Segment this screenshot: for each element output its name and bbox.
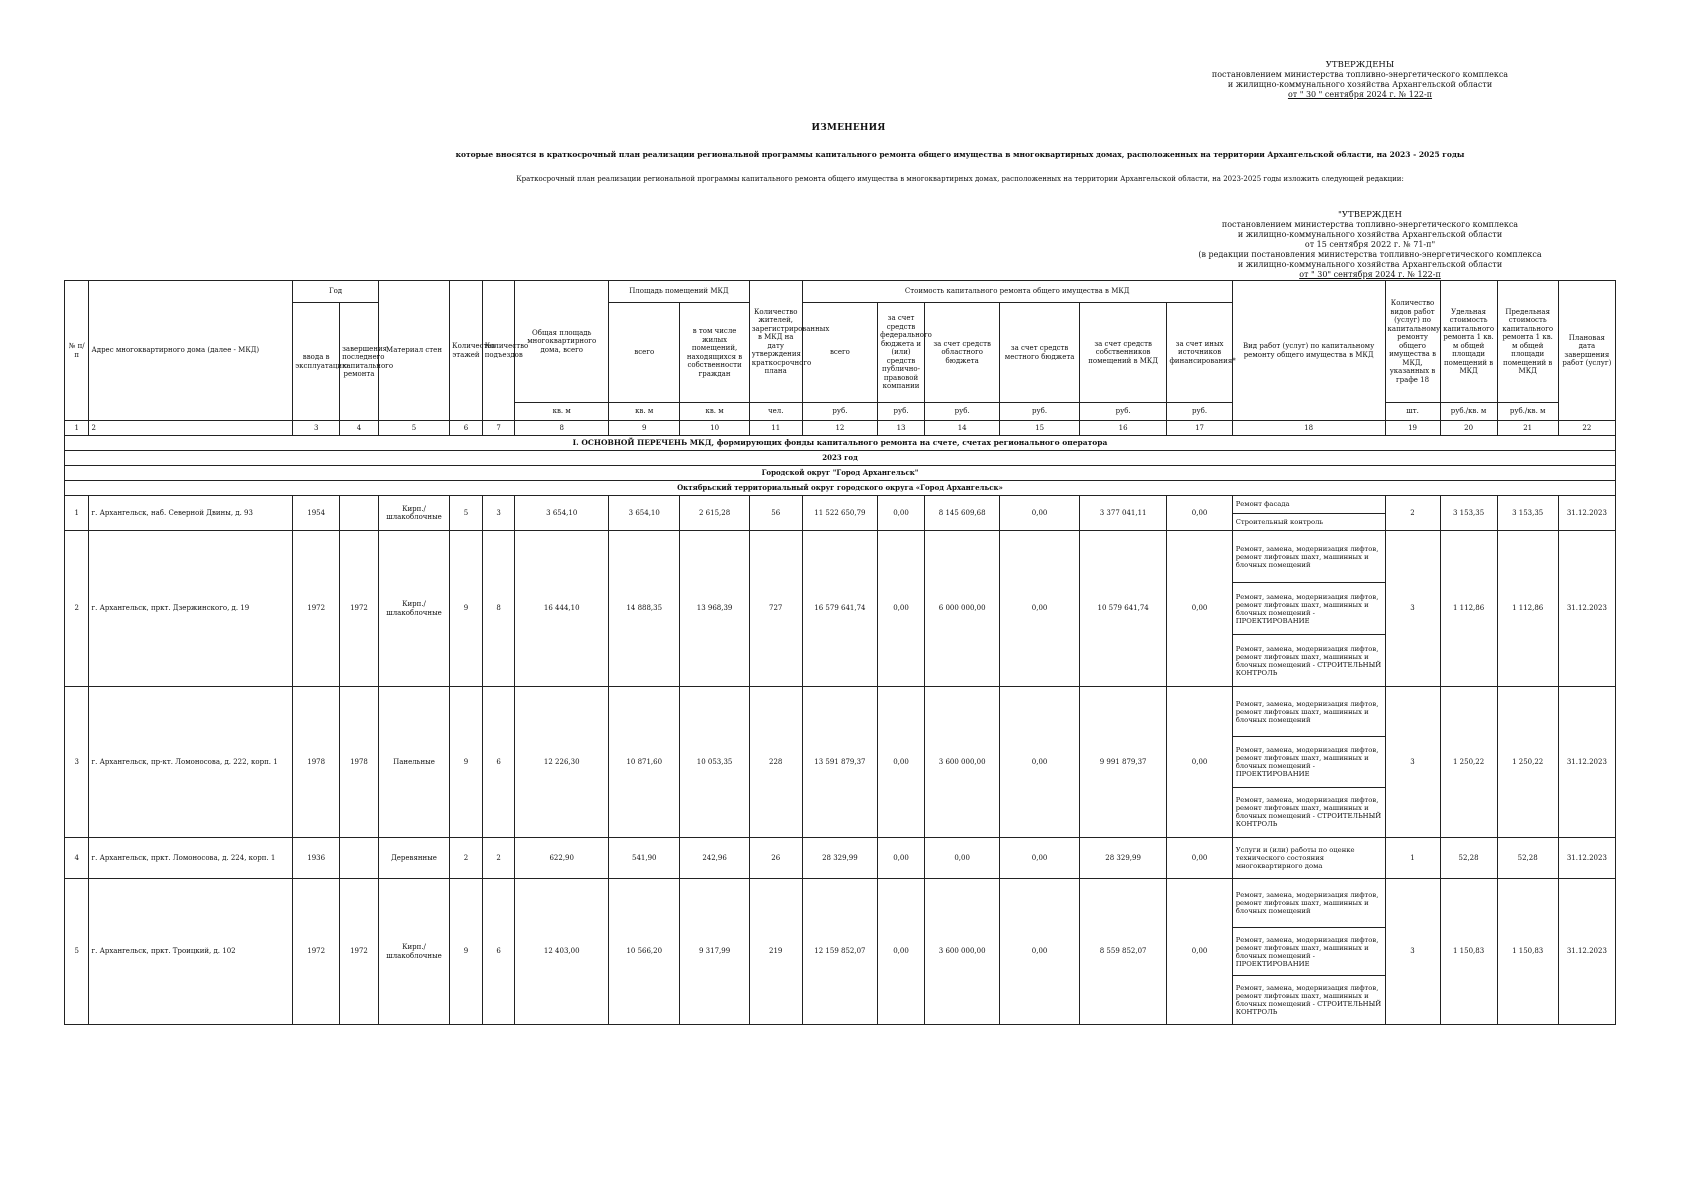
cell-cost-loc: 0,00	[1000, 879, 1079, 1025]
cell-walls: Кирп./ шлакоблочные	[378, 531, 449, 687]
cell-total-area: 3 654,10	[515, 496, 609, 531]
column-number: 1	[65, 421, 89, 436]
th-floors: Количество этажей	[450, 281, 483, 421]
column-number: 14	[924, 421, 999, 436]
okrug-title: Городской округ "Город Архангельск"	[65, 466, 1616, 481]
cell-residents: 26	[749, 838, 802, 879]
cell-work-types	[1232, 879, 1385, 1025]
cell-cost-loc: 0,00	[1000, 838, 1079, 879]
cell-work-count: 3	[1385, 879, 1440, 1025]
unit-total-area: кв. м	[515, 403, 609, 421]
cell-prem-res: 13 968,39	[680, 531, 749, 687]
column-number: 20	[1440, 421, 1497, 436]
work-type-item: Ремонт, замена, модернизация лифтов, ремонт лифтовых шахт, машинных и блочных помещений - СТРОИТЕЛЬНЫЙ КОНТРОЛЬ	[1235, 796, 1382, 829]
cell-built: 1972	[293, 879, 340, 1025]
cell-max-cost: 1 112,86	[1497, 531, 1558, 687]
work-type-item: Ремонт, замена, модернизация лифтов, ремонт лифтовых шахт, машинных и блочных помещений	[1233, 531, 1385, 583]
th-residents: Количество жителей, зарегистрированных в МКД на дату утверждения краткосрочного плана	[749, 281, 802, 403]
cell-cost-oth: 0,00	[1167, 838, 1232, 879]
year-row	[65, 451, 1616, 466]
cell-date: 31.12.2023	[1558, 687, 1615, 838]
column-number: 8	[515, 421, 609, 436]
unit-unit-cost: руб./кв. м	[1440, 403, 1497, 421]
cell-cost-oth: 0,00	[1167, 496, 1232, 531]
th-premises-residential: в том числе жилых помещений, находящихся в собственности граждан	[680, 303, 749, 403]
th-premises-area: Площадь помещений МКД	[609, 281, 750, 303]
cell-cost-reg: 0,00	[924, 838, 999, 879]
th-year-repair: завершения последнего капитального ремонта	[340, 303, 379, 421]
work-type-item: Ремонт фасада	[1233, 496, 1385, 514]
header-row-1	[65, 281, 1616, 303]
cell-entrances: 6	[482, 687, 515, 838]
cell-unit-cost: 1 250,22	[1440, 687, 1497, 838]
cell-work-types	[1232, 531, 1385, 687]
cell-built: 1954	[293, 496, 340, 531]
work-type-item: Услуги и (или) работы по оценке технического состояния многоквартирного дома	[1235, 846, 1355, 870]
unit-work-count: шт.	[1385, 403, 1440, 421]
table-row	[65, 687, 1616, 838]
approval-block-second	[1180, 210, 1560, 280]
cell-cost-loc: 0,00	[1000, 496, 1079, 531]
work-type-item: Ремонт, замена, модернизация лифтов, ремонт лифтовых шахт, машинных и блочных помещений - СТРОИТЕЛЬНЫЙ КОНТРОЛЬ	[1235, 984, 1382, 1017]
section-title: I. ОСНОВНОЙ ПЕРЕЧЕНЬ МКД, формирующих фонды капитального ремонта на счете, счетах регионального оператора	[65, 436, 1616, 451]
cell-address: г. Архангельск, пркт. Ломоносова, д. 224, корп. 1	[89, 838, 293, 879]
column-number: 10	[680, 421, 749, 436]
cell-residents: 56	[749, 496, 802, 531]
cell-total-area: 622,90	[515, 838, 609, 879]
document-title: ИЗМЕНЕНИЯ	[811, 123, 886, 133]
cell-work-count: 3	[1385, 531, 1440, 687]
cell-repaired: 1978	[340, 687, 379, 838]
cell-cost-total: 11 522 650,79	[802, 496, 877, 531]
cell-residents: 219	[749, 879, 802, 1025]
th-work-count: Количество видов работ (услуг) по капитальному ремонту общего имущества в МКД, указанных в графе 18	[1385, 281, 1440, 403]
approval-top-line2: постановлением министерства топливно-энергетического комплекса	[1211, 70, 1509, 79]
work-type-item: Ремонт, замена, модернизация лифтов, ремонт лифтовых шахт, машинных и блочных помещений - ПРОЕКТИРОВАНИЕ	[1233, 583, 1385, 635]
cell-work-types	[1232, 838, 1385, 879]
cell-floors: 9	[450, 687, 483, 838]
unit-premises-total: кв. м	[609, 403, 680, 421]
cell-floors: 5	[450, 496, 483, 531]
cell-address: г. Архангельск, пркт. Дзержинского, д. 19	[89, 531, 293, 687]
cell-prem-res: 10 053,35	[680, 687, 749, 838]
approval-second-line2: постановлением министерства топливно-энергетического комплекса	[1221, 220, 1519, 229]
cell-work-count: 2	[1385, 496, 1440, 531]
approval-block-top	[1180, 60, 1540, 100]
column-number: 13	[878, 421, 925, 436]
cell-max-cost: 1 250,22	[1497, 687, 1558, 838]
cell-work-count: 3	[1385, 687, 1440, 838]
table-body	[65, 496, 1616, 1025]
cell-n: 4	[65, 838, 89, 879]
table-row	[65, 838, 1616, 879]
approval-second-line7: от " 30" сентября 2024 г. № 122-п	[1299, 270, 1441, 279]
cell-cost-own: 28 329,99	[1079, 838, 1167, 879]
column-number: 18	[1232, 421, 1385, 436]
th-year: Год	[293, 281, 379, 303]
unit-cost-federal: руб.	[878, 403, 925, 421]
document-subtitle: которые вносятся в краткосрочный план реализации региональной программы капитального ремонта общего имущества в многоквартирных домах, расположенных на территории Архангельской области, на 2023 - 2025 годы	[455, 150, 1465, 159]
cell-cost-total: 28 329,99	[802, 838, 877, 879]
cell-cost-reg: 6 000 000,00	[924, 531, 999, 687]
cell-n: 5	[65, 879, 89, 1025]
th-walls: Материал стен	[378, 281, 449, 421]
th-work-type: Вид работ (услуг) по капитальному ремонту общего имущества в МКД	[1232, 281, 1385, 421]
approval-top-line4: от " 30 " сентября 2024 г. № 122-п	[1287, 90, 1433, 99]
cell-repaired: 1972	[340, 879, 379, 1025]
table-row	[65, 879, 1616, 1025]
cell-cost-fed: 0,00	[878, 838, 925, 879]
th-premises-total: всего	[609, 303, 680, 403]
cell-max-cost: 3 153,35	[1497, 496, 1558, 531]
cell-prem-total: 14 888,35	[609, 531, 680, 687]
th-year-built: ввода в эксплуатацию	[293, 303, 340, 421]
column-number: 3	[293, 421, 340, 436]
cell-address: г. Архангельск, пр-кт. Ломоносова, д. 222, корп. 1	[89, 687, 293, 838]
cell-total-area: 16 444,10	[515, 531, 609, 687]
work-type-item: Ремонт, замена, модернизация лифтов, ремонт лифтовых шахт, машинных и блочных помещений	[1233, 687, 1385, 737]
cell-work-types	[1232, 496, 1385, 531]
work-type-item: Ремонт, замена, модернизация лифтов, ремонт лифтовых шахт, машинных и блочных помещений - СТРОИТЕЛЬНЫЙ КОНТРОЛЬ	[1235, 644, 1382, 677]
th-cost-local: за счет средств местного бюджета	[1000, 303, 1079, 403]
cell-prem-res: 2 615,28	[680, 496, 749, 531]
work-type-item: Ремонт, замена, модернизация лифтов, ремонт лифтовых шахт, машинных и блочных помещений - ПРОЕКТИРОВАНИЕ	[1233, 737, 1385, 787]
th-entrances: Количество подъездов	[482, 281, 515, 421]
cell-work-types	[1232, 687, 1385, 838]
cell-cost-oth: 0,00	[1167, 531, 1232, 687]
cell-total-area: 12 226,30	[515, 687, 609, 838]
th-total-area: Общая площадь многоквартирного дома, всего	[515, 281, 609, 403]
unit-cost-other: руб.	[1167, 403, 1232, 421]
column-numbers-row	[65, 421, 1616, 436]
table-row	[65, 531, 1616, 687]
cell-cost-oth: 0,00	[1167, 687, 1232, 838]
cell-max-cost: 52,28	[1497, 838, 1558, 879]
th-cost-federal: за счет средств федерального бюджета и (или) средств публично-правовой компании	[878, 303, 925, 403]
column-number: 2	[89, 421, 293, 436]
cell-cost-oth: 0,00	[1167, 879, 1232, 1025]
cell-prem-total: 10 566,20	[609, 879, 680, 1025]
column-number: 16	[1079, 421, 1167, 436]
cell-cost-loc: 0,00	[1000, 687, 1079, 838]
cell-entrances: 2	[482, 838, 515, 879]
cell-cost-total: 16 579 641,74	[802, 531, 877, 687]
column-number: 9	[609, 421, 680, 436]
th-planned-date: Плановая дата завершения работ (услуг)	[1558, 281, 1615, 421]
cell-repaired	[340, 496, 379, 531]
cell-built: 1972	[293, 531, 340, 687]
cell-cost-own: 9 991 879,37	[1079, 687, 1167, 838]
document-intro: Краткосрочный план реализации региональной программы капитального ремонта общего имущества в многоквартирных домах, расположенных на территории Архангельской области, на 2023-2025 годы изложить следующей редакции:	[516, 175, 1404, 183]
th-cost-regional: за счет средств областного бюджета	[924, 303, 999, 403]
column-number: 12	[802, 421, 877, 436]
cell-built: 1936	[293, 838, 340, 879]
cell-cost-reg: 8 145 609,68	[924, 496, 999, 531]
th-num: № п/п	[65, 281, 89, 421]
column-number: 11	[749, 421, 802, 436]
approval-second-line5: (в редакции постановления министерства топливно-энергетического комплекса	[1198, 250, 1542, 259]
cell-date: 31.12.2023	[1558, 838, 1615, 879]
cell-unit-cost: 1 112,86	[1440, 531, 1497, 687]
th-address: Адрес многоквартирного дома (далее - МКД)	[89, 281, 293, 421]
cell-walls: Кирп./ шлакоблочные	[378, 496, 449, 531]
cell-cost-own: 10 579 641,74	[1079, 531, 1167, 687]
cell-entrances: 6	[482, 879, 515, 1025]
unit-residents: чел.	[749, 403, 802, 421]
th-cost: Стоимость капитального ремонта общего имущества в МКД	[802, 281, 1232, 303]
cell-prem-total: 541,90	[609, 838, 680, 879]
cell-prem-total: 3 654,10	[609, 496, 680, 531]
column-number: 19	[1385, 421, 1440, 436]
cell-cost-total: 13 591 879,37	[802, 687, 877, 838]
cell-address: г. Архангельск, пркт. Троицкий, д. 102	[89, 879, 293, 1025]
approval-second-line1: "УТВЕРЖДЕН	[1338, 210, 1402, 220]
cell-date: 31.12.2023	[1558, 879, 1615, 1025]
work-type-item: Ремонт, замена, модернизация лифтов, ремонт лифтовых шахт, машинных и блочных помещений	[1233, 879, 1385, 928]
cell-work-count: 1	[1385, 838, 1440, 879]
unit-max-cost: руб./кв. м	[1497, 403, 1558, 421]
column-number: 6	[450, 421, 483, 436]
cell-cost-own: 3 377 041,11	[1079, 496, 1167, 531]
column-number: 22	[1558, 421, 1615, 436]
column-number: 4	[340, 421, 379, 436]
cell-cost-fed: 0,00	[878, 496, 925, 531]
cell-walls: Деревянные	[378, 838, 449, 879]
work-type-item: Ремонт, замена, модернизация лифтов, ремонт лифтовых шахт, машинных и блочных помещений - ПРОЕКТИРОВАНИЕ	[1233, 928, 1385, 977]
th-cost-total: всего	[802, 303, 877, 403]
cell-repaired	[340, 838, 379, 879]
column-number: 5	[378, 421, 449, 436]
unit-cost-owners: руб.	[1079, 403, 1167, 421]
column-number: 7	[482, 421, 515, 436]
cell-built: 1978	[293, 687, 340, 838]
cell-n: 3	[65, 687, 89, 838]
column-number: 21	[1497, 421, 1558, 436]
unit-premises-residential: кв. м	[680, 403, 749, 421]
cell-cost-fed: 0,00	[878, 531, 925, 687]
cell-cost-reg: 3 600 000,00	[924, 879, 999, 1025]
cell-max-cost: 1 150,83	[1497, 879, 1558, 1025]
cell-walls: Панельные	[378, 687, 449, 838]
approval-top-line3: и жилищно-коммунального хозяйства Архангельской области	[1227, 80, 1493, 89]
cell-n: 2	[65, 531, 89, 687]
cell-date: 31.12.2023	[1558, 531, 1615, 687]
cell-prem-total: 10 871,60	[609, 687, 680, 838]
cell-floors: 9	[450, 531, 483, 687]
section-row	[65, 436, 1616, 451]
cell-floors: 2	[450, 838, 483, 879]
cell-date: 31.12.2023	[1558, 496, 1615, 531]
th-max-cost: Предельная стоимость капитального ремонта 1 кв. м общей площади помещений в МКД	[1497, 281, 1558, 403]
cell-floors: 9	[450, 879, 483, 1025]
th-cost-other: за счет иных источников финансирования*	[1167, 303, 1232, 403]
column-number: 15	[1000, 421, 1079, 436]
cell-repaired: 1972	[340, 531, 379, 687]
th-cost-owners: за счет средств собственников помещений в МКД	[1079, 303, 1167, 403]
cell-cost-loc: 0,00	[1000, 531, 1079, 687]
okrug-row	[65, 466, 1616, 481]
cell-cost-fed: 0,00	[878, 879, 925, 1025]
unit-cost-regional: руб.	[924, 403, 999, 421]
cell-cost-own: 8 559 852,07	[1079, 879, 1167, 1025]
approval-second-line4: от 15 сентября 2022 г. № 71-п"	[1304, 240, 1436, 249]
capital-repair-plan-table	[64, 280, 1616, 1025]
cell-unit-cost: 52,28	[1440, 838, 1497, 879]
cell-prem-res: 9 317,99	[680, 879, 749, 1025]
unit-cost-local: руб.	[1000, 403, 1079, 421]
cell-total-area: 12 403,00	[515, 879, 609, 1025]
approval-top-line1: УТВЕРЖДЕНЫ	[1325, 60, 1395, 70]
th-unit-cost: Удельная стоимость капитального ремонта 1 кв. м общей площади помещений в МКД	[1440, 281, 1497, 403]
cell-residents: 727	[749, 531, 802, 687]
district-title: Октябрьский территориальный округ городского округа «Город Архангельск»	[65, 481, 1616, 496]
cell-prem-res: 242,96	[680, 838, 749, 879]
column-number: 17	[1167, 421, 1232, 436]
cell-entrances: 8	[482, 531, 515, 687]
table-row	[65, 496, 1616, 531]
approval-second-line6: и жилищно-коммунального хозяйства Архангельской области	[1237, 260, 1503, 269]
cell-walls: Кирп./ шлакоблочные	[378, 879, 449, 1025]
cell-address: г. Архангельск, наб. Северной Двины, д. 93	[89, 496, 293, 531]
work-type-item: Строительный контроль	[1235, 517, 1324, 526]
cell-unit-cost: 3 153,35	[1440, 496, 1497, 531]
year-title: 2023 год	[65, 451, 1616, 466]
cell-cost-fed: 0,00	[878, 687, 925, 838]
unit-cost-total: руб.	[802, 403, 877, 421]
cell-cost-total: 12 159 852,07	[802, 879, 877, 1025]
cell-entrances: 3	[482, 496, 515, 531]
approval-second-line3: и жилищно-коммунального хозяйства Архангельской области	[1237, 230, 1503, 239]
cell-cost-reg: 3 600 000,00	[924, 687, 999, 838]
district-row	[65, 481, 1616, 496]
cell-unit-cost: 1 150,83	[1440, 879, 1497, 1025]
cell-n: 1	[65, 496, 89, 531]
cell-residents: 228	[749, 687, 802, 838]
